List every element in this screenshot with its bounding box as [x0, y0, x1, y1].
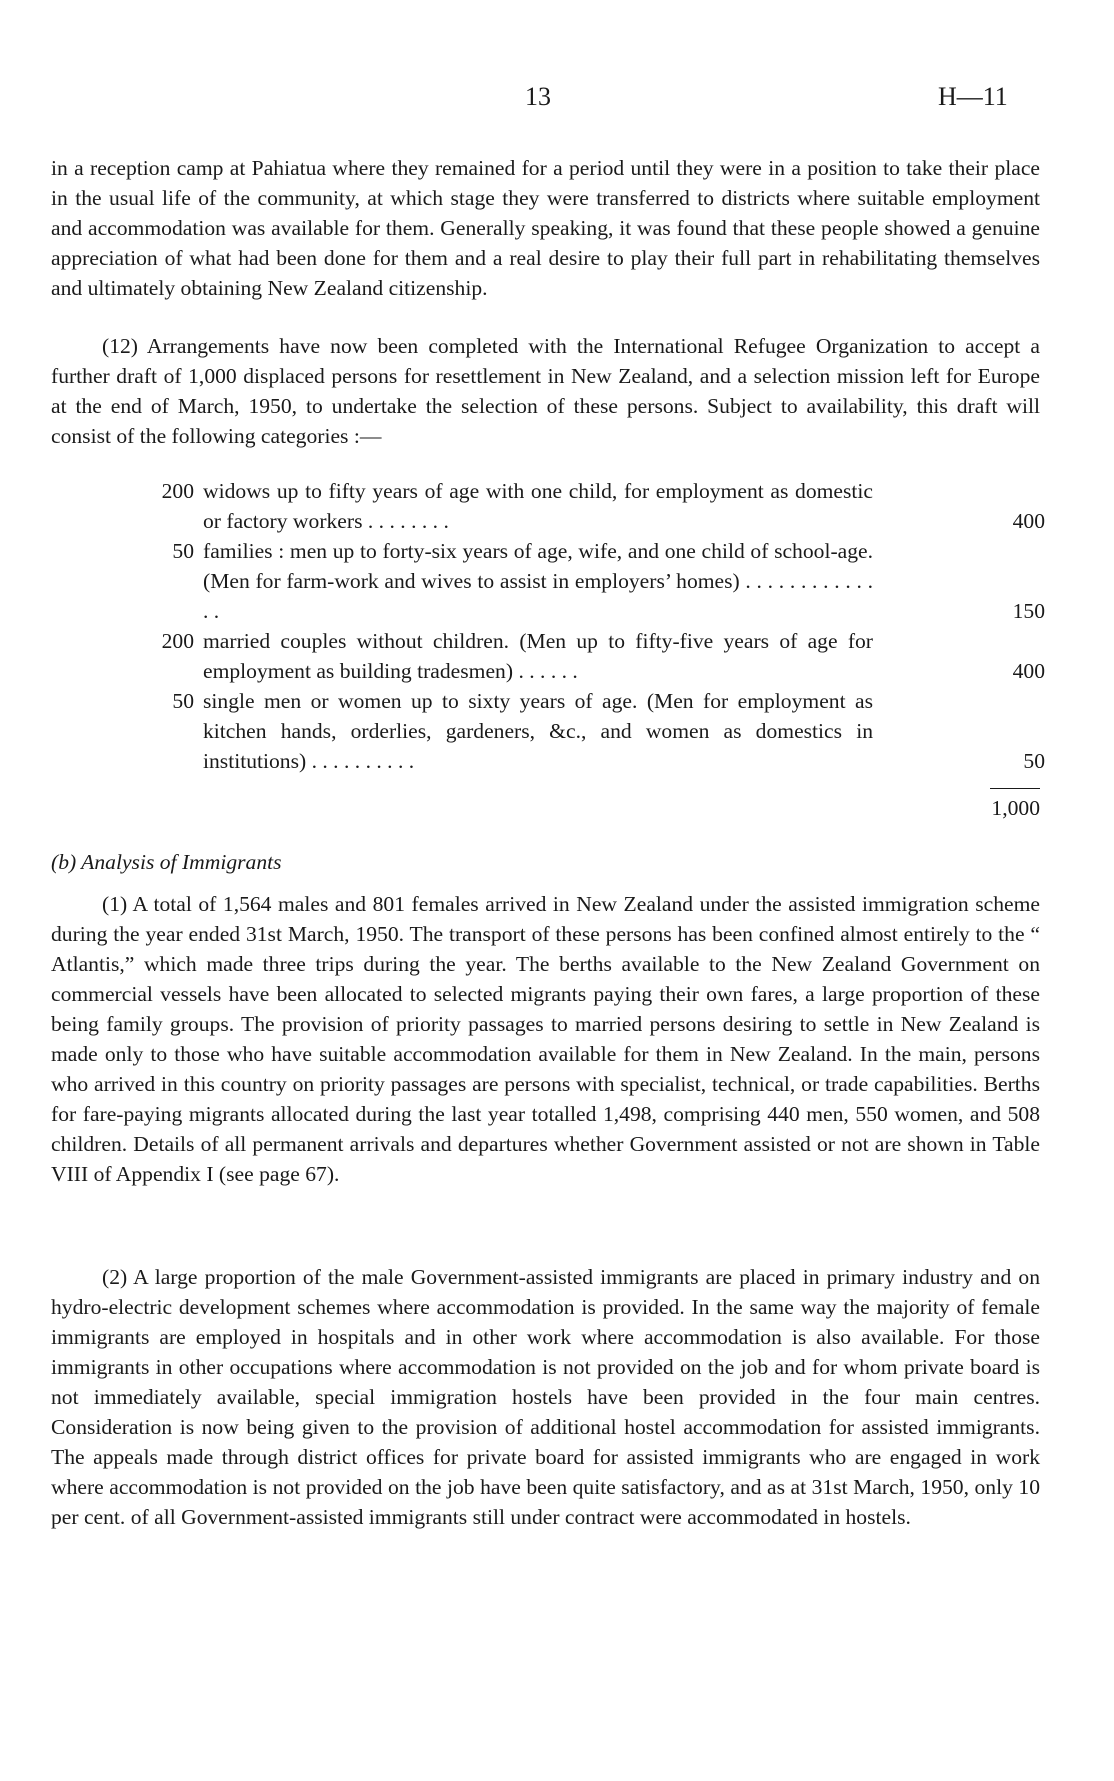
sum-rule: [990, 788, 1040, 789]
category-count: 50: [172, 689, 194, 713]
grand-total: 1,000: [991, 796, 1040, 820]
page-header: [0, 82, 1114, 116]
paragraph-placement: (2) A large proportion of the male Government-assisted immigrants are placed in primary industry and on hydro-electric development schemes where accommodation is provided. In the same way the majority of female immigrants are employed in hospitals and in other work where accommodation is also available. For those immigrants in other occupations where accommodation is not provided on the job and for whom private board is not immediately available, special immigration hostels have been provided in the four main centres. Consideration is now being given to the provision of additional hostel accommodation for assisted immigrants. The appeals made through district offices for private board for assisted immigrants who are engaged in work where accommodation is not provided on the job have been quite satisfactory, and as at 31st March, 1950, only 10 per cent. of all Government-assisted immigrants still under contract were accommodated in hostels.: [51, 1265, 1040, 1529]
category-description: widows up to fifty years of age with one child, for employment as domestic or factory workers . . . . . . . .: [203, 479, 873, 533]
category-description: married couples without children. (Men up to fifty-five years of age for employment as building tradesmen) . . . . . .: [203, 629, 873, 683]
category-count: 200: [161, 629, 194, 653]
category-row: [125, 476, 1045, 536]
category-count: 50: [172, 539, 194, 563]
category-total: 50: [1023, 749, 1045, 773]
paragraph-reception-camp: in a reception camp at Pahiatua where they remained for a period until they were in a position to take their place in the usual life of the community, at which stage they were transferred to districts where suitable employment and accommodation was available for them. Generally speaking, it was found that these people showed a genuine appreciation of what had been done for them and a real desire to play their full part in rehabilitating themselves and ultimately obtaining New Zealand citizenship.: [51, 156, 1040, 300]
paragraph-arrangements: (12) Arrangements have now been completed with the International Refugee Organization to accept a further draft of 1,000 displaced persons for resettlement in New Zealand, and a selection mission left for Europe at the end of March, 1950, to undertake the selection of these persons. Subject to availability, this draft will consist of the following categories :—: [51, 334, 1040, 448]
document-code: H—11: [938, 82, 1008, 111]
section-subheading: (b) Analysis of Immigrants: [51, 850, 282, 874]
categories-table: [125, 476, 1045, 776]
category-row: [125, 686, 1045, 776]
page-number: 13: [525, 82, 551, 111]
category-total: 150: [1012, 599, 1045, 623]
category-total: 400: [1012, 509, 1045, 533]
category-description: single men or women up to sixty years of age. (Men for employment as kitchen hands, orderlies, gardeners, &c., and women as domestics in institutions) . . . . . . . . . .: [203, 689, 873, 773]
category-total: 400: [1012, 659, 1045, 683]
paragraph-total-arrivals: (1) A total of 1,564 males and 801 females arrived in New Zealand under the assisted immigration scheme during the year ended 31st March, 1950. The transport of these persons has been confined almost entirely to the “ Atlantis,” which made three trips during the year. The berths available to the New Zealand Government on commercial vessels have been allocated to selected migrants paying their own fares, a large proportion of these being family groups. The provision of priority passages to married persons desiring to settle in New Zealand is made only to those who have suitable accommodation available for them in New Zealand. In the main, persons who arrived in this country on priority passages are persons with specialist, technical, or trade capabilities. Berths for fare-paying migrants allocated during the last year totalled 1,498, comprising 440 men, 550 women, and 508 children. Details of all permanent arrivals and departures whether Government assisted or not are shown in Table VIII of Appendix I (see page 67).: [51, 892, 1040, 1186]
category-row: [125, 626, 1045, 686]
category-count: 200: [161, 479, 194, 503]
category-description: families : men up to forty-six years of age, wife, and one child of school-age. (Men for farm-work and wives to assist in employers’ homes) . . . . . . . . . . . . . .: [203, 539, 873, 623]
category-row: [125, 536, 1045, 626]
